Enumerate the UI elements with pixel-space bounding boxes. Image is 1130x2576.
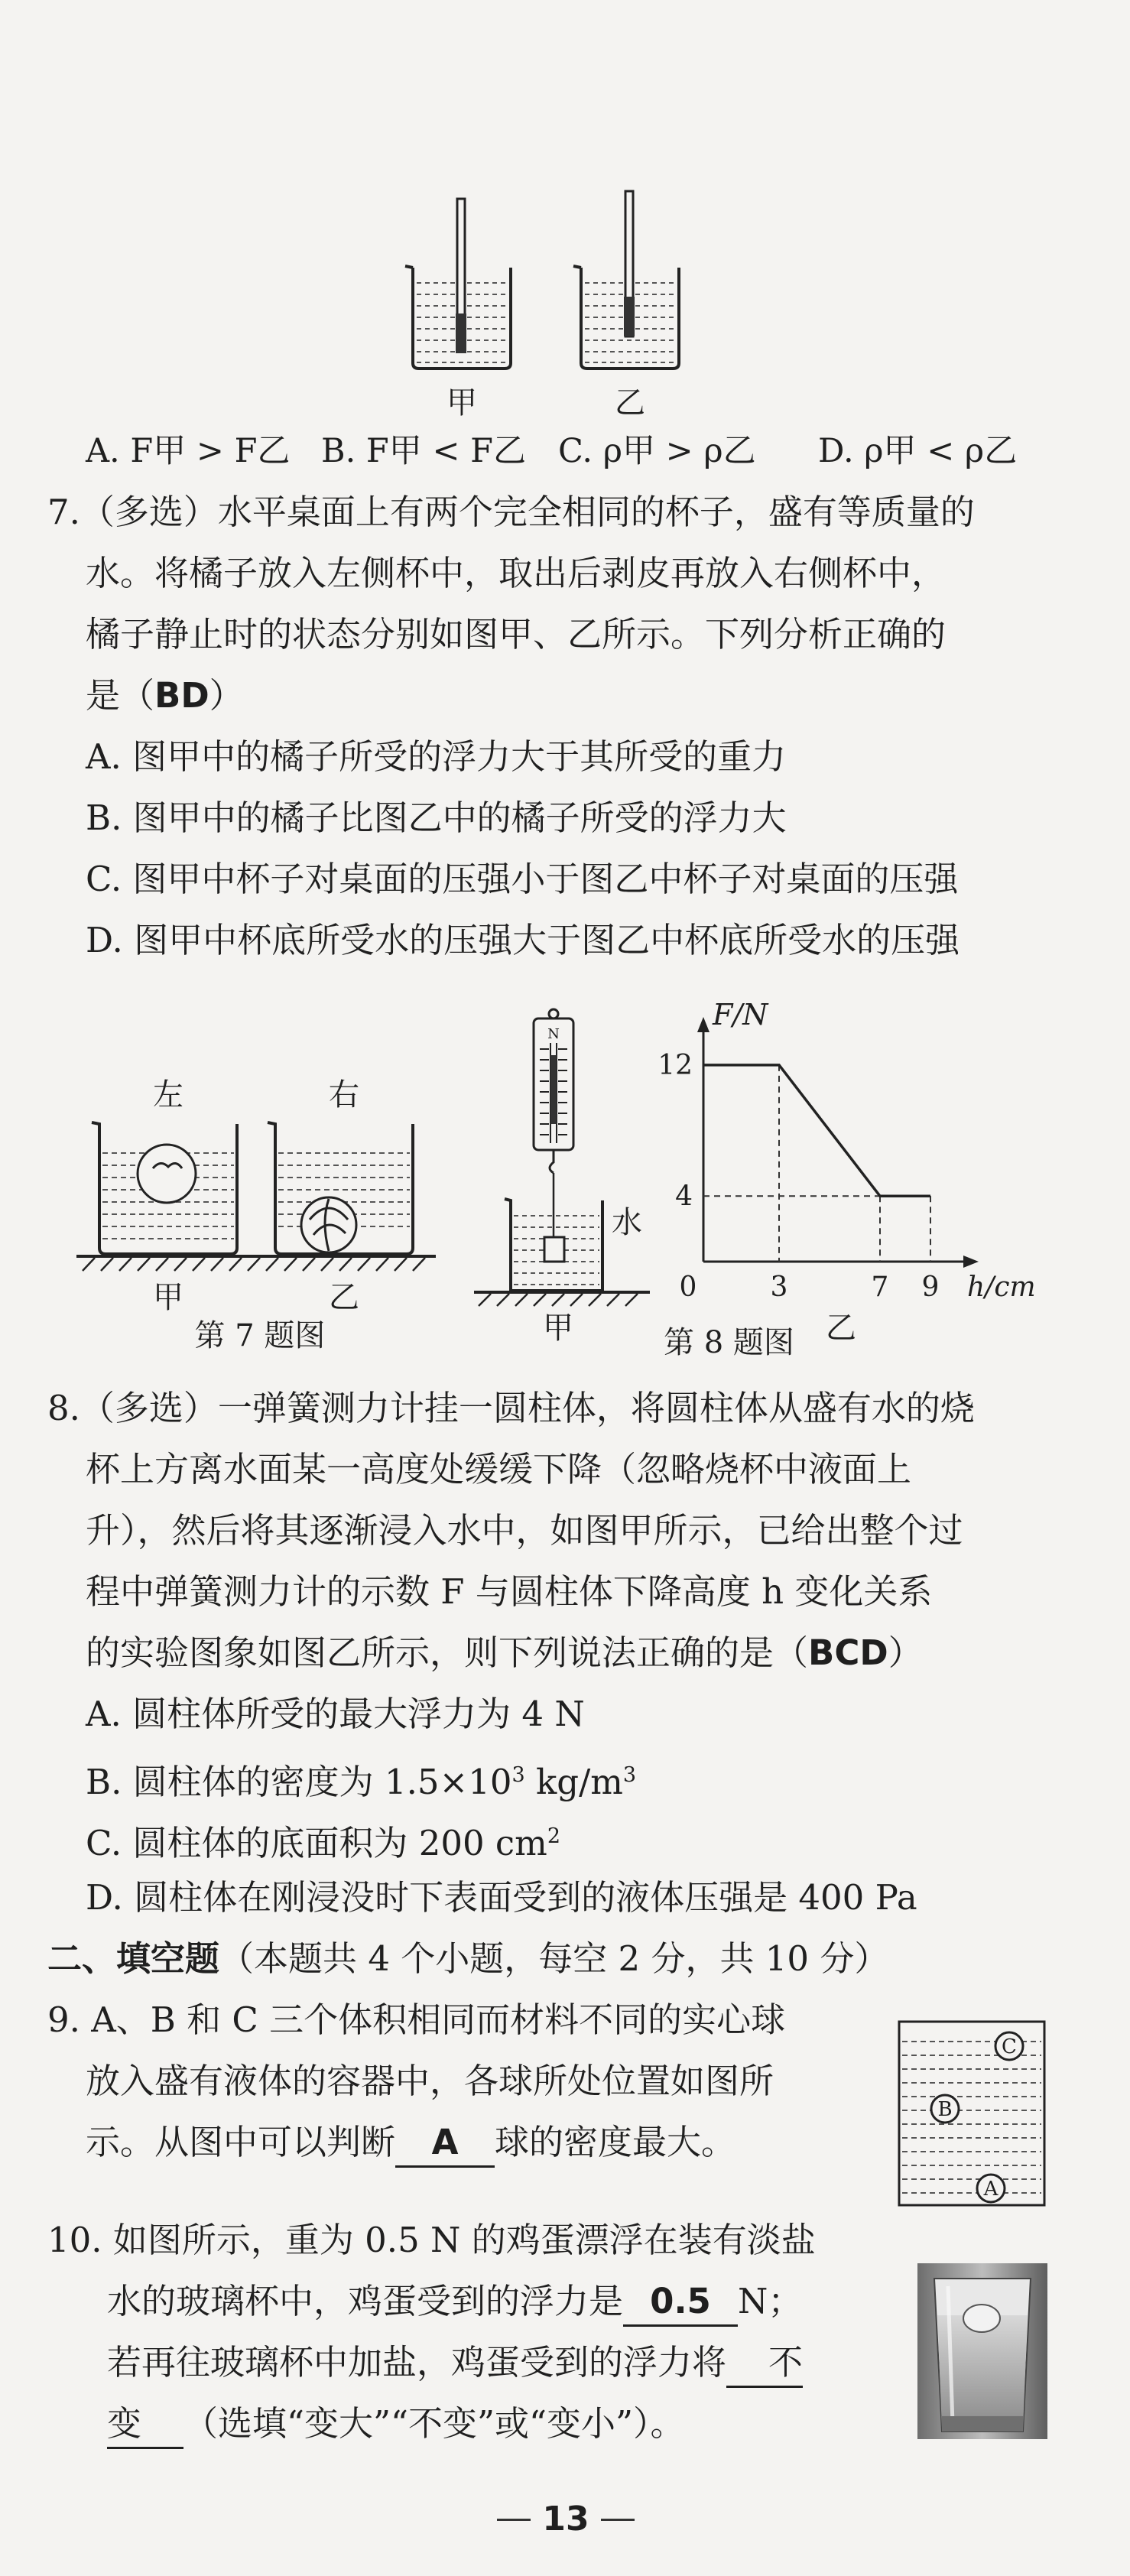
q7-option-c: C. 图甲中杯子对桌面的压强小于图乙中杯子对桌面的压强 — [86, 859, 959, 899]
q10-line-4 — [107, 2401, 685, 2449]
page-number: 13 — [542, 2500, 589, 2539]
spring-scale — [534, 1009, 573, 1173]
q8-option-c-pre: C. 圆柱体的底面积为 200 cm — [86, 1823, 547, 1863]
chart-point-2 — [880, 1196, 881, 1197]
fig7-left-label: 左 — [153, 1077, 183, 1113]
q10-line-1: 10. 如图所示，重为 0.5 N 的鸡蛋漂浮在装有淡盐 — [47, 2220, 816, 2260]
q7-line-2: 水。将橘子放入左侧杯中，取出后剥皮再放入右侧杯中， — [86, 553, 947, 593]
chart-x-tick-3: 3 — [770, 1272, 788, 1303]
fig7-right-label: 右 — [329, 1077, 359, 1113]
chart-point-1 — [779, 1064, 780, 1065]
q10-answer-1-blank: 0.5 — [623, 2279, 738, 2327]
q6-option-b: B. F甲 < F乙 — [321, 432, 526, 470]
q7-last-prefix: 是（ — [86, 675, 155, 716]
fig8-apparatus — [474, 1009, 658, 1346]
q7-option-a: A. 图甲中的橘子所受的浮力大于其所受的重力 — [86, 736, 787, 777]
ball-b-label: B — [937, 2098, 953, 2121]
chart-y-tick-12: 12 — [658, 1049, 693, 1081]
q10-line-3 — [107, 2340, 803, 2388]
section-2-note: （本题共 4 个小题，每空 2 分，共 10 分） — [219, 1938, 889, 1979]
q7-line-4 — [86, 673, 244, 719]
fig7-label-jia: 甲 — [153, 1280, 183, 1315]
fig7-caption: 第 7 题图 — [194, 1318, 326, 1353]
q8-answer: BCD — [808, 1632, 888, 1673]
q10-answer-2b-blank: 变 — [107, 2401, 183, 2449]
beaker-jia — [405, 199, 511, 369]
chart-y-tick-4: 4 — [675, 1181, 693, 1213]
q10-answer-2a-blank: 不 — [726, 2340, 803, 2388]
q7-last-suffix: ） — [209, 675, 244, 716]
chart-x-arrow — [963, 1256, 979, 1268]
chart-point-0 — [703, 1064, 704, 1065]
section-2-heading — [47, 1936, 888, 1982]
q10-line-2-post: N； — [738, 2281, 803, 2321]
q7-option-d: D. 图甲中杯底所受水的压强大于图乙中杯底所受水的压强 — [86, 920, 960, 960]
ball-a-label: A — [983, 2178, 998, 2201]
q6-option-c: C. ρ甲 > ρ乙 — [558, 432, 756, 470]
q6-option-d: D. ρ甲 < ρ乙 — [818, 432, 1018, 470]
egg-glass-photo — [917, 2263, 1047, 2439]
q8-option-c — [86, 1814, 560, 1866]
chart-point-3 — [930, 1196, 931, 1197]
q10-line-4-post: （选填“变大”“不变”或“变小”）。 — [183, 2403, 685, 2444]
q8-option-a: A. 圆柱体所受的最大浮力为 4 N — [86, 1694, 585, 1734]
q8-option-d: D. 圆柱体在刚浸没时下表面受到的液体压强是 400 Pa — [86, 1877, 917, 1918]
section-2-title: 二、填空题 — [47, 1938, 220, 1979]
q8-line-4: 程中弹簧测力计的示数 F 与圆柱体下降高度 h 变化关系 — [86, 1571, 933, 1612]
q8-line-1: 8.（多选）一弹簧测力计挂一圆柱体，将圆柱体从盛有水的烧 — [47, 1388, 975, 1428]
q9-line-1: 9. A、B 和 C 三个体积相同而材料不同的实心球 — [47, 1999, 786, 2040]
page-dash-left — [497, 2519, 531, 2521]
q8-option-b-mid: kg/m — [524, 1762, 623, 1802]
fig8-label-yi: 乙 — [826, 1311, 856, 1346]
q8-line-2: 杯上方离水面某一高度处缓缓下降（忽略烧杯中液面上 — [86, 1449, 912, 1489]
orange-with-peel — [138, 1145, 196, 1203]
page-number-block — [489, 2493, 642, 2546]
q7-line-3: 橘子静止时的状态分别如图甲、乙所示。下列分析正确的 — [86, 614, 947, 655]
q9-line-3-pre: 示。从图中可以判断 — [86, 2122, 396, 2162]
chart-y-label: F/N — [713, 998, 768, 1031]
chart-x-tick-7: 7 — [871, 1272, 889, 1303]
q7-answer: BD — [154, 675, 209, 716]
q8-option-c-sup: 2 — [547, 1824, 560, 1848]
q6-figure — [382, 191, 703, 421]
q8-option-b-sup2: 3 — [622, 1763, 637, 1787]
q8-option-b — [86, 1753, 636, 1805]
q8-line-3: 升），然后将其逐渐浸入水中，如图甲所示，已给出整个过 — [86, 1510, 963, 1551]
chart-origin: 0 — [679, 1272, 697, 1303]
q10-line-2 — [107, 2279, 802, 2327]
chart-x-tick-9: 9 — [921, 1272, 940, 1303]
q9-line-3-post: 球的密度最大。 — [495, 2122, 736, 2162]
q8-last-prefix: 的实验图象如图乙所示，则下列说法正确的是（ — [86, 1632, 809, 1673]
q8-line-5 — [86, 1630, 923, 1676]
ball-a — [977, 2175, 1005, 2202]
ball-c — [995, 2032, 1023, 2060]
chart-series-line — [703, 1065, 930, 1196]
q8-option-b-pre: B. 圆柱体的密度为 1.5×10 — [86, 1762, 512, 1802]
chart-ticks — [658, 1050, 939, 1303]
q10-line-3-pre: 若再往玻璃杯中加盐，鸡蛋受到的浮力将 — [107, 2342, 727, 2383]
q7-option-b: B. 图甲中的橘子比图乙中的橘子所受的浮力大 — [86, 797, 787, 838]
fig7 — [76, 1070, 459, 1353]
ball-c-label: C — [1002, 2035, 1017, 2058]
ball-b — [931, 2095, 959, 2123]
q9-figure — [896, 2019, 1049, 2210]
q8-option-b-sup1: 3 — [511, 1763, 525, 1787]
q9-line-2: 放入盛有液体的容器中，各球所处位置如图所 — [86, 2061, 774, 2101]
fig8-caption: 第 8 题图 — [664, 1325, 794, 1360]
q9-line-3 — [86, 2120, 735, 2168]
page-dash-right — [601, 2519, 635, 2521]
chart-guides — [703, 1065, 930, 1262]
q7-line-1: 7.（多选）水平桌面上有两个完全相同的杯子，盛有等质量的 — [47, 492, 975, 532]
cylinder — [544, 1237, 564, 1262]
fig7-label-yi: 乙 — [329, 1280, 359, 1315]
chart-x-label: h/cm — [967, 1272, 1036, 1303]
beaker-yi — [573, 191, 679, 369]
fig8-chart — [658, 998, 1036, 1353]
fig8-label-jia: 甲 — [543, 1311, 573, 1346]
spring-scale-unit: N — [547, 1026, 560, 1042]
fig6-label-jia: 甲 — [446, 385, 477, 421]
fig6-label-yi: 乙 — [615, 385, 645, 421]
q8-last-suffix: ） — [888, 1632, 923, 1673]
egg — [963, 2305, 1000, 2332]
q9-answer-blank: A — [395, 2120, 495, 2168]
q10-line-2-pre: 水的玻璃杯中，鸡蛋受到的浮力是 — [107, 2281, 624, 2321]
q6-option-a: A. F甲 > F乙 — [86, 432, 291, 470]
chart-y-arrow — [697, 1017, 709, 1032]
fig8-water-label: 水 — [612, 1205, 642, 1240]
